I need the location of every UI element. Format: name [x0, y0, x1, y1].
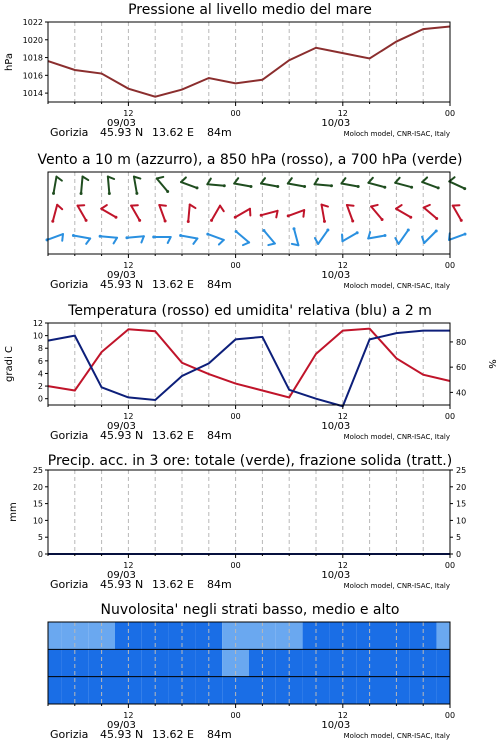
- precipitation-right-tick-label: 0: [456, 550, 462, 559]
- temperature-y-tick-label: 8: [37, 344, 43, 354]
- wind-barb-850-hPa: [187, 205, 196, 223]
- wind-barb-head: [187, 220, 190, 223]
- wind-barb-head: [330, 184, 333, 187]
- temperature-y-tick-label: 4: [37, 369, 43, 379]
- cloud-cell: [437, 677, 450, 704]
- pressure-date-label: 09/03: [106, 118, 136, 129]
- temperature-location-lon: 13.62 E: [152, 429, 194, 442]
- precipitation-right-tick-label: 20: [456, 482, 467, 492]
- cloud-location-elev: 84m: [207, 728, 232, 741]
- pressure-location-lat: 45.93 N: [100, 126, 144, 139]
- wind-barb-head: [249, 185, 252, 188]
- wind-barb-10-m: [235, 230, 250, 245]
- precipitation-x-tick-label: 12: [337, 561, 348, 570]
- wind-barb-feather: [193, 238, 197, 243]
- wind-barb-shaft: [368, 236, 385, 239]
- cloud-x-tick-label: 00: [230, 711, 241, 720]
- wind-barb-head: [287, 214, 290, 217]
- pressure-y-tick-label: 1016: [22, 71, 43, 81]
- wind-barb-head: [351, 219, 354, 222]
- precipitation-x-tick-label: 00: [444, 561, 456, 570]
- precipitation-right-tick-label: 15: [456, 499, 467, 509]
- wind-barb-feather: [86, 238, 90, 243]
- pressure-location-name: Gorizia: [50, 126, 89, 139]
- cloud-cell: [48, 649, 61, 676]
- wind-barb-feather: [422, 237, 424, 243]
- wind-barb-shaft: [236, 232, 249, 243]
- wind-barb-shaft: [342, 233, 357, 242]
- humidity-y-tick-label: 60: [456, 363, 467, 373]
- wind-panel: [37, 152, 466, 291]
- wind-barb-head: [381, 218, 384, 221]
- wind-barb-feather: [292, 244, 299, 245]
- wind-barb-shaft: [399, 230, 409, 244]
- wind-barb-head: [383, 186, 386, 189]
- precipitation-title: Precip. acc. in 3 ore: totale (verde), frazione solida (tratt.): [47, 453, 453, 469]
- wind-barb-feather: [114, 238, 118, 244]
- temperature-credit: Moloch model, CNR-ISAC, Italy: [343, 433, 450, 441]
- wind-barb-head: [51, 220, 54, 223]
- wind-barb-head: [138, 219, 141, 222]
- wind-barb-shaft: [100, 236, 117, 237]
- wind-barb-head: [114, 216, 117, 219]
- pressure-panel: [4, 2, 455, 139]
- wind-barb-head: [409, 216, 412, 219]
- wind-barb-700-hPa: [181, 177, 198, 189]
- pressure-x-tick-label: 00: [230, 109, 241, 118]
- wind-barb-shaft: [396, 209, 411, 218]
- precipitation-location-elev: 84m: [207, 578, 232, 591]
- cloud-location-name: Gorizia: [50, 728, 89, 741]
- wind-barb-feather: [57, 205, 62, 209]
- precipitation-x-tick-label: 00: [230, 561, 241, 570]
- wind-barb-shaft: [347, 205, 353, 221]
- temperature-title: Temperatura (rosso) ed umidita' relativa (blu) a 2 m: [68, 303, 432, 319]
- pressure-x-tick-label: 00: [444, 109, 456, 118]
- wind-barb-700-hPa: [108, 177, 114, 195]
- wind-barb-850-hPa: [51, 205, 62, 223]
- wind-barb-head: [223, 184, 226, 187]
- wind-barb-850-hPa: [78, 205, 88, 222]
- wind-barb-shaft: [341, 184, 358, 187]
- temperature-y-tick-label: 0: [37, 394, 43, 404]
- wind-barb-700-hPa: [288, 178, 306, 188]
- wind-barb-700-hPa: [315, 179, 333, 188]
- wind-barb-700-hPa: [449, 177, 466, 190]
- pressure-y-tick-label: 1020: [22, 35, 43, 45]
- wind-barb-feather: [288, 178, 292, 183]
- cloud-cell: [48, 622, 61, 649]
- wind-x-tick-label: 12: [337, 261, 348, 270]
- wind-barb-700-hPa: [157, 177, 169, 193]
- wind-barb-850-hPa: [396, 205, 412, 219]
- pressure-y-tick-label: 1022: [22, 18, 43, 27]
- wind-barb-shaft: [315, 184, 332, 185]
- wind-barb-shaft: [54, 177, 57, 194]
- wind-barb-head: [303, 185, 306, 188]
- wind-barb-head: [206, 233, 209, 236]
- humidity-y-axis-label: %: [486, 359, 497, 369]
- wind-barb-shaft: [157, 178, 168, 191]
- wind-barb-head: [72, 234, 75, 237]
- wind-barb-feather: [347, 205, 354, 206]
- precipitation-credit: Moloch model, CNR-ISAC, Italy: [343, 582, 450, 590]
- wind-barb-head: [262, 229, 265, 232]
- wind-barb-shaft: [322, 205, 325, 222]
- wind-barb-head: [195, 186, 198, 189]
- wind-barb-shaft: [47, 234, 63, 240]
- pressure-y-tick-label: 1018: [22, 53, 43, 63]
- wind-barb-head: [179, 234, 182, 237]
- temperature-y-tick-label: 6: [37, 356, 43, 366]
- wind-barb-10-m: [342, 231, 359, 241]
- pressure-x-tick-label: 12: [123, 109, 134, 118]
- cloud-cell: [48, 677, 61, 704]
- wind-barb-head: [234, 216, 237, 219]
- temperature-date-label: 09/03: [106, 421, 136, 432]
- temperature-x-tick-label: 12: [337, 412, 348, 421]
- wind-barb-head: [80, 192, 83, 195]
- wind-barb-shaft: [181, 182, 197, 188]
- wind-barb-shaft: [261, 184, 278, 187]
- wind-barb-feather: [243, 242, 249, 245]
- wind-barb-feather: [268, 244, 275, 246]
- wind-barb-feather: [261, 178, 265, 183]
- wind-barb-feather: [83, 177, 89, 181]
- wind-barb-head: [99, 235, 102, 238]
- wind-barb-shaft: [453, 206, 462, 221]
- cloud-date-label: 10/03: [321, 720, 351, 731]
- temperature-y-tick-label: 10: [32, 331, 43, 341]
- wind-barb-head: [326, 229, 329, 232]
- wind-barb-feather: [371, 205, 378, 207]
- wind-credit: Moloch model, CNR-ISAC, Italy: [343, 282, 450, 290]
- wind-barb-head: [235, 230, 238, 233]
- wind-barb-head: [166, 190, 169, 193]
- wind-barb-850-hPa: [101, 205, 117, 219]
- wind-barb-700-hPa: [134, 177, 140, 195]
- wind-barb-shaft: [318, 230, 328, 244]
- wind-barb-700-hPa: [234, 178, 252, 188]
- wind-barb-10-m: [395, 229, 409, 244]
- cloud-credit: Moloch model, CNR-ISAC, Italy: [343, 732, 450, 740]
- cloud-cell: [437, 649, 450, 676]
- precipitation-panel: [8, 453, 466, 591]
- wind-barb-shaft: [127, 236, 144, 237]
- wind-barb-850-hPa: [210, 206, 224, 222]
- wind-barb-feather: [341, 178, 345, 183]
- temperature-panel: [4, 303, 497, 442]
- wind-location-lat: 45.93 N: [100, 278, 144, 291]
- wind-barb-head: [410, 186, 413, 189]
- wind-barb-feather: [159, 205, 166, 206]
- precipitation-frame: [48, 470, 450, 554]
- wind-barb-head: [356, 231, 359, 234]
- wind-barb-head: [52, 192, 55, 195]
- pressure-title: Pressione al livello medio del mare: [128, 2, 372, 18]
- wind-barb-feather: [395, 178, 399, 183]
- precipitation-date-label: 09/03: [106, 570, 136, 581]
- cloud-date-label: 09/03: [106, 720, 136, 731]
- wind-barb-shaft: [159, 205, 165, 221]
- wind-barb-700-hPa: [341, 178, 359, 188]
- humidity-series-line: [48, 331, 450, 407]
- pressure-series-line: [48, 26, 450, 96]
- wind-barb-shaft: [134, 177, 137, 194]
- wind-barb-shaft: [368, 183, 384, 187]
- pressure-credit: Moloch model, CNR-ISAC, Italy: [343, 130, 450, 138]
- wind-barb-shaft: [207, 184, 224, 185]
- wind-barb-head: [437, 186, 440, 189]
- temperature-y-tick-label: 12: [32, 319, 43, 328]
- wind-barb-700-hPa: [52, 177, 62, 195]
- wind-barb-feather: [368, 178, 372, 183]
- temperature-location-lat: 45.93 N: [100, 429, 144, 442]
- wind-barb-head: [152, 236, 155, 239]
- wind-x-tick-label: 12: [123, 261, 134, 270]
- wind-title: Vento a 10 m (azzurro), a 850 hPa (rosso), a 700 hPa (verde): [37, 152, 463, 168]
- cloud-x-tick-label: 12: [337, 711, 348, 720]
- wind-barb-850-hPa: [453, 205, 463, 222]
- wind-barb-850-hPa: [322, 205, 328, 223]
- wind-barb-shaft: [424, 208, 437, 219]
- wind-barb-shaft: [235, 209, 250, 218]
- cloud-x-tick-label: 00: [444, 711, 456, 720]
- wind-barb-700-hPa: [261, 178, 279, 188]
- wind-barb-10-m: [368, 232, 386, 238]
- wind-barb-head: [108, 192, 111, 195]
- wind-barb-shaft: [261, 211, 277, 215]
- wind-barb-shaft: [264, 230, 275, 243]
- wind-barb-head: [357, 185, 360, 188]
- pressure-y-tick-label: 1014: [22, 89, 43, 99]
- wind-barb-feather: [220, 206, 224, 212]
- wind-barb-shaft: [294, 229, 298, 245]
- temperature-location-name: Gorizia: [50, 429, 89, 442]
- wind-barb-shaft: [101, 209, 116, 218]
- wind-barb-head: [463, 187, 466, 190]
- wind-barb-700-hPa: [368, 178, 386, 189]
- wind-barb-shaft: [78, 206, 87, 221]
- wind-barb-10-m: [125, 236, 143, 242]
- pressure-x-tick-label: 12: [337, 109, 348, 118]
- wind-barb-shaft: [371, 206, 382, 219]
- wind-barb-feather: [190, 205, 196, 209]
- humidity-y-tick-label: 40: [456, 388, 467, 398]
- wind-barb-shaft: [288, 210, 304, 216]
- wind-barb-850-hPa: [347, 205, 354, 222]
- wind-barb-head: [407, 229, 410, 232]
- wind-barb-10-m: [422, 229, 438, 243]
- wind-location-elev: 84m: [207, 278, 232, 291]
- cloud-title: Nuvolosita' negli strati basso, medio e alto: [100, 602, 400, 618]
- cloud-location-lon: 13.62 E: [152, 728, 194, 741]
- wind-barb-shaft: [212, 206, 221, 221]
- wind-barb-shaft: [108, 177, 109, 194]
- precipitation-y-axis-label: mm: [8, 502, 19, 522]
- wind-x-tick-label: 00: [444, 261, 456, 270]
- wind-barb-head: [125, 236, 128, 239]
- wind-barb-shaft: [81, 177, 82, 194]
- wind-barb-feather: [395, 238, 398, 244]
- cloud-cell: [437, 622, 450, 649]
- wind-barb-feather: [276, 211, 277, 218]
- wind-barb-10-m: [152, 236, 171, 244]
- wind-barb-head: [383, 234, 386, 237]
- precipitation-date-label: 10/03: [321, 570, 351, 581]
- wind-barb-feather: [303, 210, 304, 217]
- precipitation-y-tick-label: 20: [32, 482, 43, 492]
- wind-x-tick-label: 00: [230, 261, 241, 270]
- wind-barb-850-hPa: [159, 205, 166, 222]
- wind-barb-10-m: [262, 229, 274, 245]
- precipitation-right-tick-label: 10: [456, 516, 467, 526]
- wind-barb-700-hPa: [80, 177, 89, 195]
- wind-barb-head: [85, 219, 88, 222]
- cloud-x-tick-label: 12: [123, 711, 134, 720]
- precipitation-location-lon: 13.62 E: [152, 578, 194, 591]
- wind-barb-850-hPa: [424, 205, 439, 220]
- wind-barb-shaft: [395, 183, 411, 187]
- wind-barb-feather: [315, 238, 318, 244]
- wind-barb-850-hPa: [234, 209, 251, 219]
- wind-barb-shaft: [422, 182, 438, 188]
- wind-date-label: 10/03: [321, 270, 351, 281]
- wind-barb-feather: [101, 205, 107, 209]
- pressure-frame: [48, 22, 450, 102]
- wind-barb-shaft: [424, 231, 436, 243]
- wind-barb-head: [463, 233, 466, 236]
- wind-barb-feather: [62, 234, 63, 241]
- temperature-x-tick-label: 00: [444, 412, 456, 421]
- temperature-y-tick-label: 2: [37, 382, 43, 392]
- precipitation-y-tick-label: 10: [32, 516, 43, 526]
- wind-barb-700-hPa: [395, 178, 413, 189]
- precipitation-x-tick-label: 12: [123, 561, 134, 570]
- wind-barb-shaft: [53, 205, 57, 221]
- temperature-location-elev: 84m: [207, 429, 232, 442]
- wind-barb-head: [260, 214, 263, 217]
- pressure-y-axis-label: hPa: [4, 52, 15, 72]
- temperature-x-tick-label: 00: [230, 412, 241, 421]
- precipitation-right-tick-label: 25: [456, 466, 467, 475]
- wind-location-name: Gorizia: [50, 278, 89, 291]
- wind-barb-head: [164, 219, 167, 222]
- precipitation-y-tick-label: 25: [32, 466, 43, 475]
- wind-date-label: 09/03: [106, 270, 136, 281]
- wind-barb-850-hPa: [371, 205, 383, 221]
- pressure-location-elev: 84m: [207, 126, 232, 139]
- wind-barb-shaft: [73, 236, 90, 239]
- wind-location-lon: 13.62 E: [152, 278, 194, 291]
- wind-barb-head: [135, 192, 138, 195]
- wind-barb-feather: [56, 177, 61, 181]
- wind-barb-feather: [424, 205, 430, 208]
- wind-barb-10-m: [315, 229, 329, 244]
- wind-barb-head: [276, 185, 279, 188]
- precipitation-right-tick-label: 5: [456, 533, 462, 543]
- wind-barb-shaft: [181, 236, 198, 239]
- precipitation-y-tick-label: 0: [37, 550, 43, 559]
- wind-barb-feather: [219, 240, 224, 245]
- wind-barb-feather: [234, 178, 238, 183]
- precipitation-y-tick-label: 5: [37, 533, 43, 543]
- precipitation-y-tick-label: 15: [32, 499, 43, 509]
- wind-barb-shaft: [208, 234, 224, 240]
- humidity-y-tick-label: 80: [456, 337, 467, 347]
- wind-barb-700-hPa: [207, 179, 225, 188]
- pressure-date-label: 10/03: [321, 118, 351, 129]
- temperature-x-tick-label: 12: [123, 412, 134, 421]
- wind-barb-shaft: [288, 184, 305, 187]
- wind-barb-shaft: [131, 206, 140, 221]
- wind-barb-850-hPa: [287, 210, 304, 217]
- wind-barb-10-m: [449, 233, 466, 240]
- wind-barb-shaft: [188, 205, 189, 222]
- wind-barb-feather: [157, 177, 164, 179]
- wind-barb-shaft: [449, 234, 465, 240]
- precipitation-location-lat: 45.93 N: [100, 578, 144, 591]
- temperature-date-label: 10/03: [321, 421, 351, 432]
- temperature-y-axis-label: gradi C: [4, 346, 15, 382]
- wind-barb-shaft: [449, 181, 464, 188]
- wind-barb-head: [323, 220, 326, 223]
- wind-barb-shaft: [234, 184, 251, 187]
- wind-barb-700-hPa: [422, 177, 439, 189]
- cloud-panel: [48, 602, 455, 741]
- precipitation-location-name: Gorizia: [50, 578, 89, 591]
- wind-barb-head: [210, 219, 213, 222]
- pressure-location-lon: 13.62 E: [152, 126, 194, 139]
- wind-barb-10-m: [292, 227, 299, 245]
- wind-barb-feather: [396, 205, 402, 209]
- wind-barb-head: [293, 227, 296, 230]
- wind-barb-head: [460, 219, 463, 222]
- wind-barb-head: [435, 229, 438, 232]
- wind-barb-850-hPa: [131, 205, 141, 222]
- cloud-location-lat: 45.93 N: [100, 728, 144, 741]
- wind-barb-head: [435, 217, 438, 220]
